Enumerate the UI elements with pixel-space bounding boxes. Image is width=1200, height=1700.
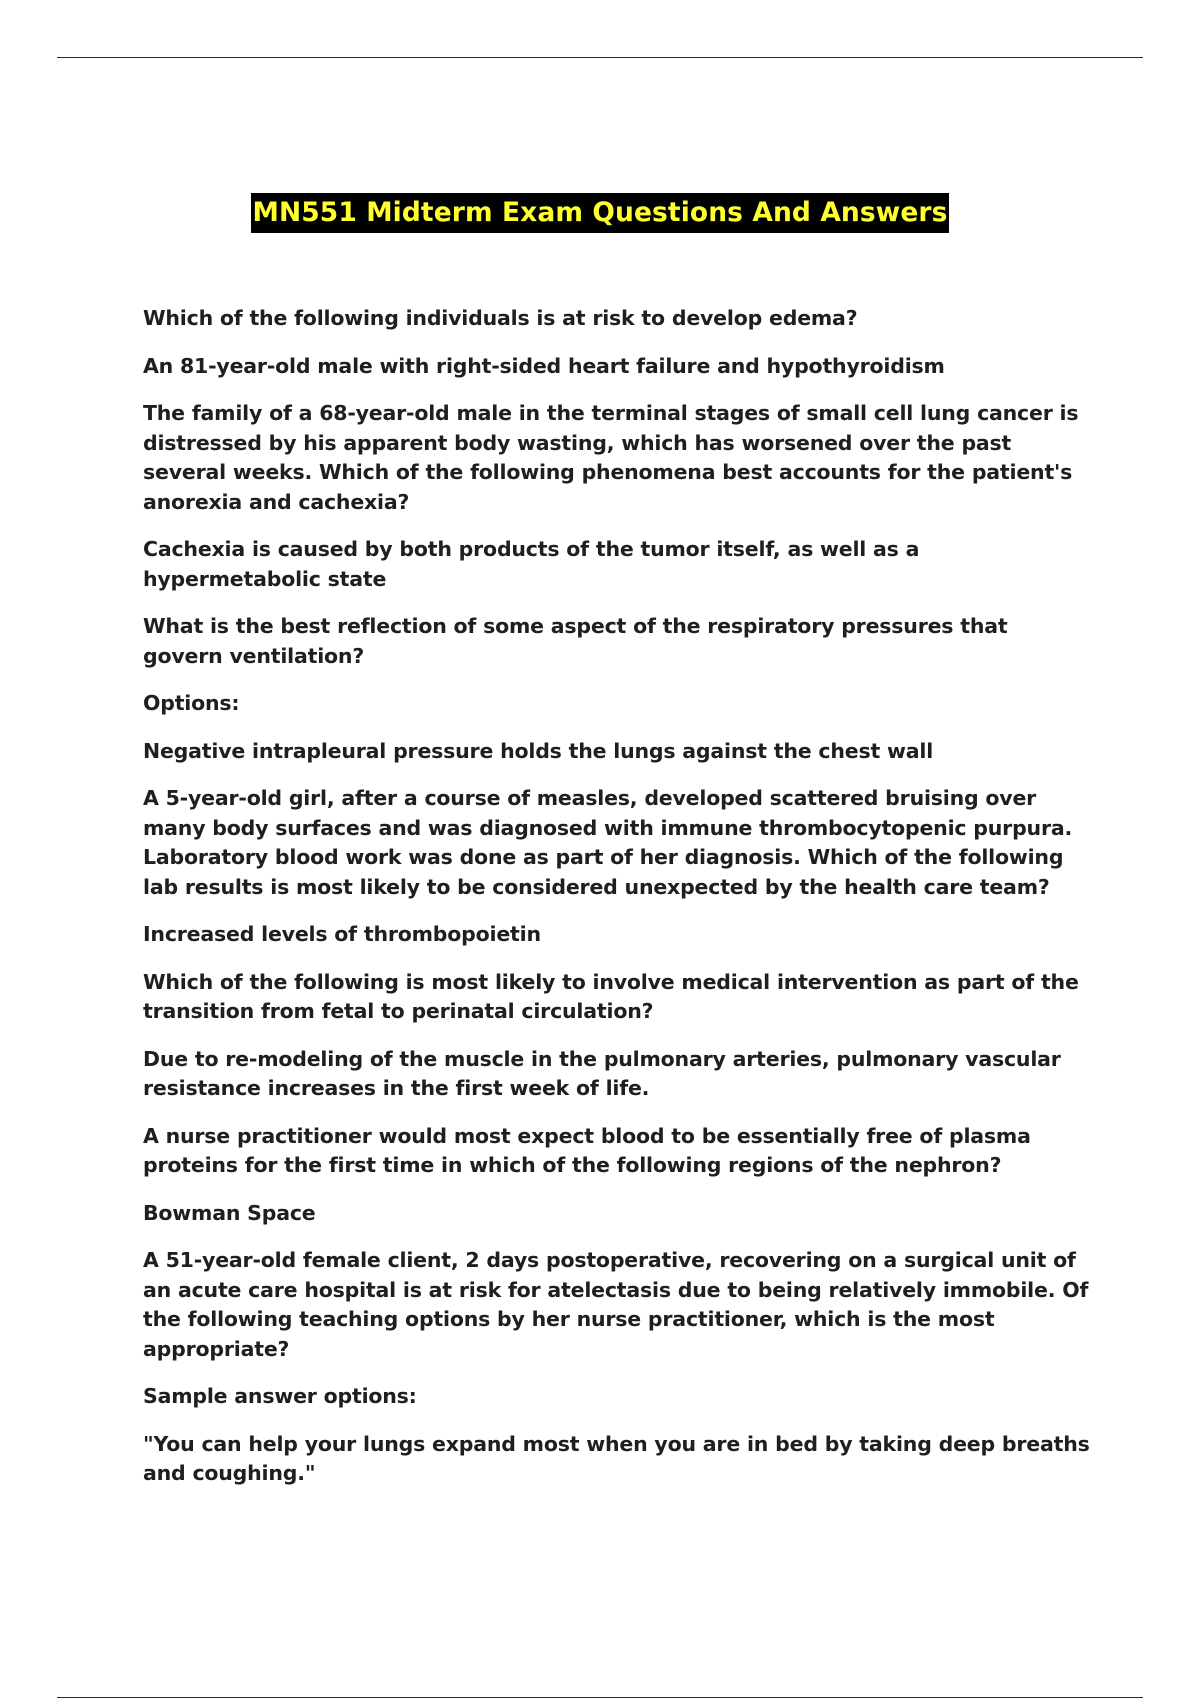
question-2: The family of a 68-year-old male in the terminal stages of small cell lung cancer is distressed by his apparent body wasting, which has worsened over the past several weeks. Which of the following phenomena best accounts for the patient's anorexia and cachexia?	[143, 401, 1079, 514]
options-label: Options:	[143, 691, 240, 715]
question-3: What is the best reflection of some aspect of the respiratory pressures that govern ventilation?	[143, 614, 1008, 668]
top-divider	[57, 57, 1143, 58]
answer-4: Increased levels of thrombopoietin	[143, 922, 541, 946]
answer-1: An 81-year-old male with right-sided heart failure and hypothyroidism	[143, 353, 945, 378]
document-title: MN551 Midterm Exam Questions And Answers	[251, 193, 950, 233]
question-1: Which of the following individuals is at risk to develop edema?	[143, 306, 858, 330]
question-5: Which of the following is most likely to involve medical intervention as part of the transition from fetal to perinatal circulation?	[143, 969, 1079, 1023]
question-6: A nurse practitioner would most expect blood to be essentially free of plasma proteins for the first time in which of the following regions of the nephron?	[143, 1123, 1031, 1177]
answer-6: Bowman Space	[143, 1200, 316, 1225]
question-4: A 5-year-old girl, after a course of measles, developed scattered bruising over many body surfaces and was diagnosed with immune thrombocytopenic purpura. Laboratory blood work was done as part of her diagnosis. Which of the following lab results is most likely to be considered unexpected by the health care team?	[143, 786, 1073, 899]
answer-3: Negative intrapleural pressure holds the lungs against the chest wall	[143, 738, 934, 763]
bottom-divider	[57, 1697, 1143, 1698]
title-container	[0, 193, 1200, 233]
answer-7: "You can help your lungs expand most when you are in bed by taking deep breaths and coughing."	[143, 1431, 1090, 1485]
sample-options-label: Sample answer options:	[143, 1384, 417, 1408]
answer-5: Due to re-modeling of the muscle in the pulmonary arteries, pulmonary vascular resistance increases in the first week of life.	[143, 1046, 1061, 1100]
answer-2: Cachexia is caused by both products of the tumor itself, as well as a hypermetabolic state	[143, 537, 920, 591]
question-7: A 51-year-old female client, 2 days postoperative, recovering on a surgical unit of an acute care hospital is at risk for atelectasis due to being relatively immobile. Of the following teaching options by her nurse practitioner, which is the most appropriate?	[143, 1248, 1089, 1361]
document-body	[143, 304, 1093, 1507]
